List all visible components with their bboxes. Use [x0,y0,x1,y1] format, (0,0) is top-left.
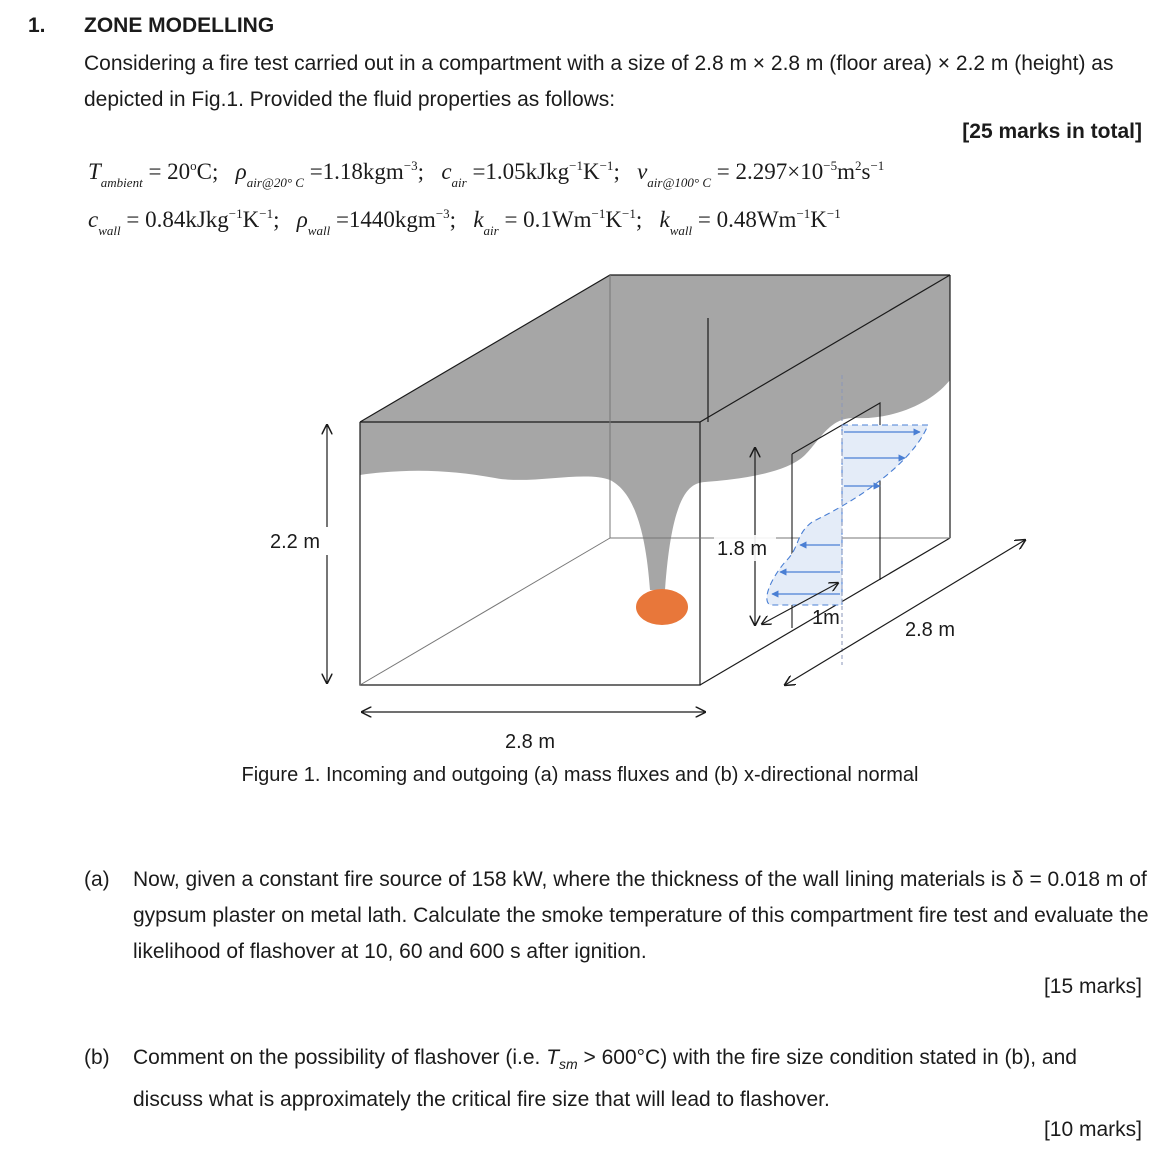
question-number: 1. [28,14,46,37]
ambient-temperature: $T_{ambient} = 20^oC$; [88,158,219,190]
fire-source [636,589,688,625]
figure-caption: Figure 1. Incoming and outgoing (a) mass fluxes and (b) x-directional normal [241,764,919,786]
interface-label: 1.8 m [717,538,768,560]
part-a [84,862,1149,970]
part-a-text: Now, given a constant fire source of 158 kW, where the thickness of the wall lining materials is δ = 0.018 m of gypsum plaster on metal lath. Calculate the smoke temperature of this compartment fire test and evaluate the likelihood of flashover at 10, 60 and 600 s after ignition. [133,868,1149,963]
wall-conductivity: $k_{wall} = 0.48Wm^{-1}K^{-1}$ [659,206,841,238]
question-intro: Considering a fire test carried out in a compartment with a size of 2.8 m × 2.8 m (floor area) × 2.2 m (height) as depicted in Fig.1. Provided the fluid properties as follows: [84,52,1114,111]
part-b-text: Comment on the possibility of flashover (i.e. $T_{sm} > 600^\circ C$) with the fire size condition stated in (b), and discuss what is approximately the critical fire size that will lead to flashover. [133,1046,1077,1112]
part-a-marks: [15 marks] [1043,975,1142,998]
air-conductivity: $k_{air} = 0.1Wm^{-1}K^{-1}$; [473,206,643,238]
part-a-label: (a) [84,868,110,891]
part-b-marks: [10 marks] [1043,1118,1142,1141]
wall-specific-heat: $c_{wall}$ = $0.84kJkg^{-1}K^{-1}$; [88,206,280,238]
part-b-label: (b) [84,1046,110,1069]
depth-label: 2.8 m [905,619,956,641]
height-label: 2.2 m [270,531,321,553]
air-specific-heat: $c_{air}$ $=1.05kJkg^{-1}K^{-1}$; [441,158,620,190]
question-title: ZONE MODELLING [84,14,275,37]
part-b [84,1040,1149,1118]
width-label: 2.8 m [505,731,556,753]
air-kinematic-viscosity: $v_{air@100^\circ C} = 2.297\times 10^{-5}m^2s^{-1}$ [637,158,885,190]
opening-label: 1m [812,607,840,629]
air-density: $\rho_{air@20^\circ C} =1.18kgm^{-3}$; [235,158,425,190]
total-marks: [25 marks in total] [962,120,1142,143]
wall-density: $\rho_{wall} =1440kgm^{-3}$; [296,206,457,238]
